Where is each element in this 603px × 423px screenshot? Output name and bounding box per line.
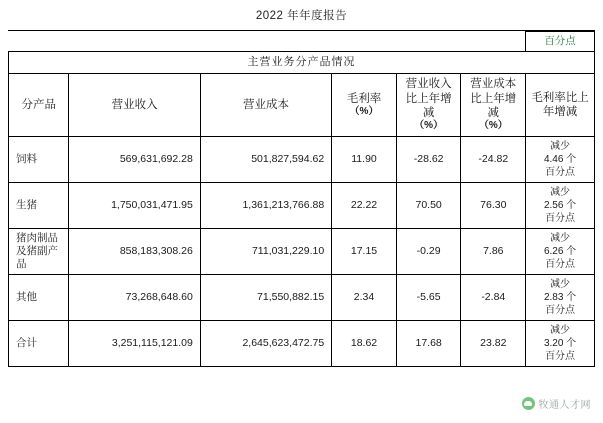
watermark-text: 牧通人才网 <box>538 400 591 411</box>
row-revenue: 73,268,648.60 <box>69 275 200 321</box>
row-product-label: 饲料 <box>9 136 69 182</box>
row-cost-change: 23.82 <box>461 321 526 367</box>
column-header-gross-margin-main: 毛利率 <box>346 92 382 105</box>
column-header-gross-margin <box>332 74 397 137</box>
row-margin-change <box>526 182 595 228</box>
row-revenue-change: 70.50 <box>396 182 461 228</box>
row-product-label: 生猪 <box>9 182 69 228</box>
unit-row-spacer <box>9 32 526 52</box>
column-header-gross-margin-unit: （%） <box>349 105 379 117</box>
row-cost-change: -24.82 <box>461 136 526 182</box>
row-gross-margin: 18.62 <box>332 321 397 367</box>
row-gross-margin: 11.90 <box>332 136 397 182</box>
row-margin-change-line2: 6.26 个 <box>543 245 577 257</box>
row-cost: 2,645,623,472.75 <box>200 321 331 367</box>
row-revenue-change: -28.62 <box>396 136 461 182</box>
row-margin-change-line2: 2.56 个 <box>543 199 577 211</box>
row-cost-change: 7.86 <box>461 228 526 274</box>
row-margin-change <box>526 228 595 274</box>
row-margin-change <box>526 275 595 321</box>
header-title: 2022 年年度报告 <box>255 10 348 22</box>
row-cost-change: 76.30 <box>461 182 526 228</box>
column-header-revenue-change <box>396 74 461 137</box>
row-cost: 501,827,594.62 <box>200 136 331 182</box>
row-margin-change-line3: 百分点 <box>545 258 576 270</box>
row-margin-change-line2: 4.46 个 <box>543 153 577 165</box>
table-row <box>9 275 595 321</box>
row-revenue: 1,750,031,471.95 <box>69 182 200 228</box>
unit-label: 百分点 <box>526 32 595 52</box>
document-header <box>0 0 603 30</box>
row-margin-change-line1: 减少 <box>550 140 571 152</box>
row-revenue: 569,631,692.28 <box>69 136 200 182</box>
row-margin-change-line3: 百分点 <box>545 351 576 363</box>
column-header-cost-change <box>461 74 526 137</box>
row-product-label: 其他 <box>9 275 69 321</box>
table-header-row <box>9 74 595 137</box>
row-margin-change-line1: 减少 <box>550 232 571 244</box>
table-title-row <box>9 52 595 74</box>
row-margin-change <box>526 136 595 182</box>
row-revenue: 3,251,115,121.09 <box>69 321 200 367</box>
row-gross-margin: 17.15 <box>332 228 397 274</box>
table-row <box>9 136 595 182</box>
row-revenue: 858,183,308.26 <box>69 228 200 274</box>
column-header-revenue-change-main: 营业收入比上年增减 <box>405 78 452 119</box>
row-cost: 1,361,213,766.88 <box>200 182 331 228</box>
row-margin-change-line2: 3.20 个 <box>543 338 577 350</box>
column-header-cost-change-main: 营业成本比上年增减 <box>470 78 517 119</box>
column-header-cost: 营业成本 <box>200 74 331 137</box>
row-product-label: 合计 <box>9 321 69 367</box>
row-gross-margin: 2.34 <box>332 275 397 321</box>
table-title: 主营业务分产品情况 <box>9 52 595 74</box>
row-margin-change-line1: 减少 <box>550 186 571 198</box>
row-margin-change-line3: 百分点 <box>545 166 576 178</box>
watermark <box>522 396 592 411</box>
row-margin-change-line1: 减少 <box>550 325 571 337</box>
watermark-logo-icon <box>522 397 535 410</box>
row-margin-change-line1: 减少 <box>550 279 571 291</box>
row-margin-change-line2: 2.83 个 <box>543 292 577 304</box>
main-product-table <box>8 31 595 367</box>
unit-row <box>9 32 595 52</box>
column-header-revenue-change-unit: （%） <box>414 120 444 132</box>
row-gross-margin: 22.22 <box>332 182 397 228</box>
table-row-highlighted <box>9 182 595 228</box>
row-margin-change-line3: 百分点 <box>545 305 576 317</box>
column-header-cost-change-unit: （%） <box>478 120 508 132</box>
row-cost: 71,550,882.15 <box>200 275 331 321</box>
row-revenue-change: 17.68 <box>396 321 461 367</box>
row-revenue-change: -5.65 <box>396 275 461 321</box>
column-header-product: 分产品 <box>9 74 69 137</box>
row-margin-change <box>526 321 595 367</box>
row-cost: 711,031,229.10 <box>200 228 331 274</box>
column-header-margin-change-main: 毛利率比上年增减 <box>531 91 589 118</box>
column-header-margin-change <box>526 74 595 137</box>
column-header-revenue: 营业收入 <box>69 74 200 137</box>
row-revenue-change: -0.29 <box>396 228 461 274</box>
table-row-total <box>9 321 595 367</box>
row-margin-change-line3: 百分点 <box>545 212 576 224</box>
row-cost-change: -2.84 <box>461 275 526 321</box>
row-product-label: 猪肉制品及猪副产品 <box>9 228 69 274</box>
table-row <box>9 228 595 274</box>
